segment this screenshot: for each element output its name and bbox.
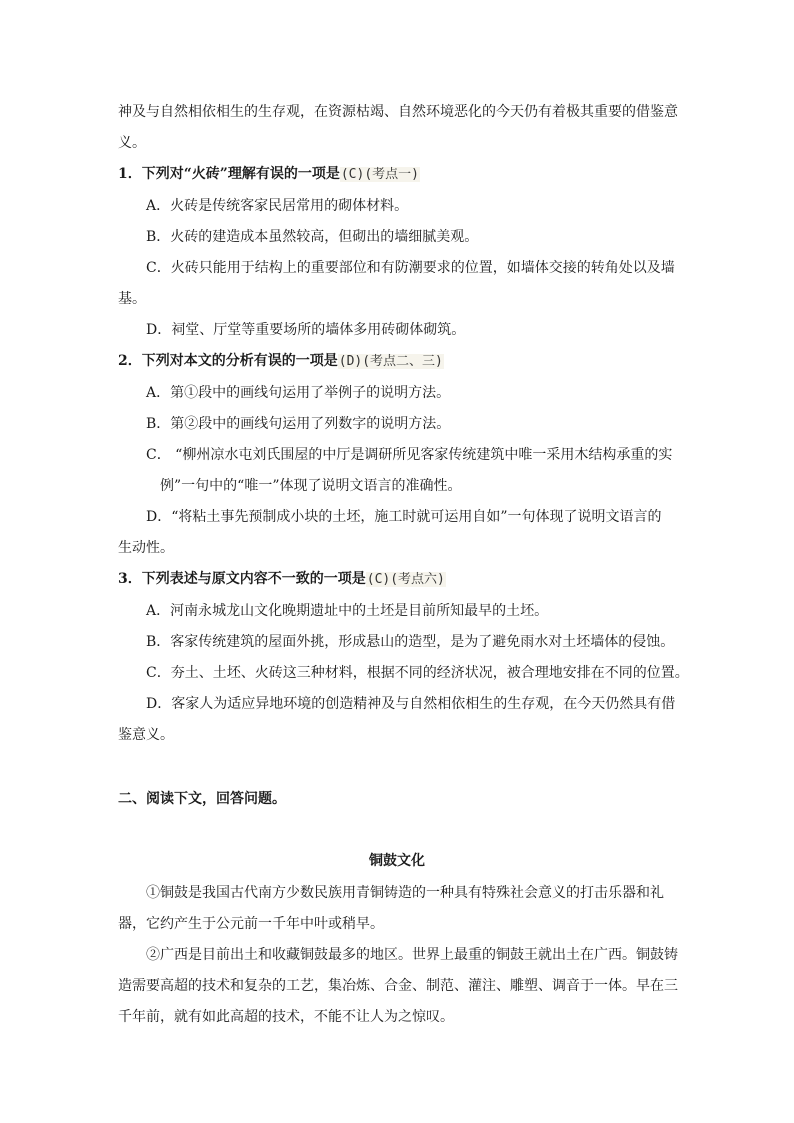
q1-option-c: C．火砖只能用于结构上的重要部位和有防潮要求的位置，如墙体交接的转角处以及墙 bbox=[146, 260, 675, 276]
q2-option-a: A．第①段中的画线句运用了举例子的说明方法。 bbox=[146, 385, 451, 401]
article-paragraph-2-line-1: ②广西是目前出土和收藏铜鼓最多的地区。世界上最重的铜鼓王就出土在广西。铜鼓铸 bbox=[146, 947, 678, 963]
article-paragraph-1-line-2: 器，它约产生于公元前一千年中叶或稍早。 bbox=[118, 916, 384, 932]
question-2-answer: (D)(考点二、三) bbox=[338, 354, 443, 369]
q3-option-a: A．河南永城龙山文化晚期遗址中的土坯是目前所知最早的土坯。 bbox=[146, 603, 549, 619]
article-paragraph-2-line-2: 造需要高超的技术和复杂的工艺，集冶炼、合金、制范、灌注、雕塑、调音于一体。早在三 bbox=[118, 978, 678, 994]
q1-option-a: A．火砖是传统客家民居常用的砌体材料。 bbox=[146, 198, 409, 214]
question-3-answer: (C)(考点六) bbox=[366, 572, 445, 587]
q3-option-c: C．夯土、土坯、火砖这三种材料，根据不同的经济状况，被合理地安排在不同的位置。 bbox=[146, 665, 689, 681]
section-heading: 二、阅读下文，回答问题。 bbox=[118, 791, 286, 807]
q1-option-d: D．祠堂、厅堂等重要场所的墙体多用砖砌体砌筑。 bbox=[146, 322, 466, 338]
intro-line-2: 义。 bbox=[118, 135, 146, 151]
question-1-answer: (C)(考点一) bbox=[340, 167, 419, 182]
q2-option-c: C． “柳州凉水屯刘氏围屋的中厅是调研所见客家传统建筑中唯一采用木结构承重的实 bbox=[146, 447, 673, 463]
article-paragraph-2-line-3: 千年前，就有如此高超的技术，不能不让人为之惊叹。 bbox=[118, 1009, 454, 1025]
question-2 bbox=[118, 351, 684, 372]
question-3-stem: 3．下列表述与原文内容不一致的一项是 bbox=[118, 571, 366, 587]
question-1-stem: 1．下列对“火砖”理解有误的一项是 bbox=[118, 166, 340, 182]
question-1 bbox=[118, 164, 684, 185]
q3-option-d: D．客家人为适应异地环境的创造精神及与自然相依相生的生存观，在今天仍然具有借 bbox=[146, 696, 676, 712]
q2-option-d-cont: 生动性。 bbox=[118, 540, 174, 556]
article-title: 铜鼓文化 bbox=[369, 853, 425, 869]
question-3 bbox=[118, 569, 684, 590]
question-2-stem: 2．下列对本文的分析有误的一项是 bbox=[118, 353, 338, 369]
q1-option-b: B．火砖的建造成本虽然较高，但砌出的墙细腻美观。 bbox=[146, 229, 479, 245]
q2-option-b: B．第②段中的画线句运用了列数字的说明方法。 bbox=[146, 416, 451, 432]
intro-line-1: 神及与自然相依相生的生存观，在资源枯竭、自然环境恶化的今天仍有着极其重要的借鉴意 bbox=[118, 104, 678, 120]
q2-option-d: D．“将粘土事先预制成小块的土坯，施工时就可运用自如”一句体现了说明文语言的 bbox=[146, 509, 662, 525]
q3-option-b: B．客家传统建筑的屋面外挑，形成悬山的造型，是为了避免雨水对土坯墙体的侵蚀。 bbox=[146, 634, 675, 650]
q1-option-c-cont: 基。 bbox=[118, 291, 146, 307]
q3-option-d-cont: 鉴意义。 bbox=[118, 727, 174, 743]
q2-option-c-cont: 例”一句中的“唯一”体现了说明文语言的准确性。 bbox=[160, 478, 462, 494]
article-paragraph-1-line-1: ①铜鼓是我国古代南方少数民族用青铜铸造的一种具有特殊社会意义的打击乐器和礼 bbox=[146, 885, 664, 901]
